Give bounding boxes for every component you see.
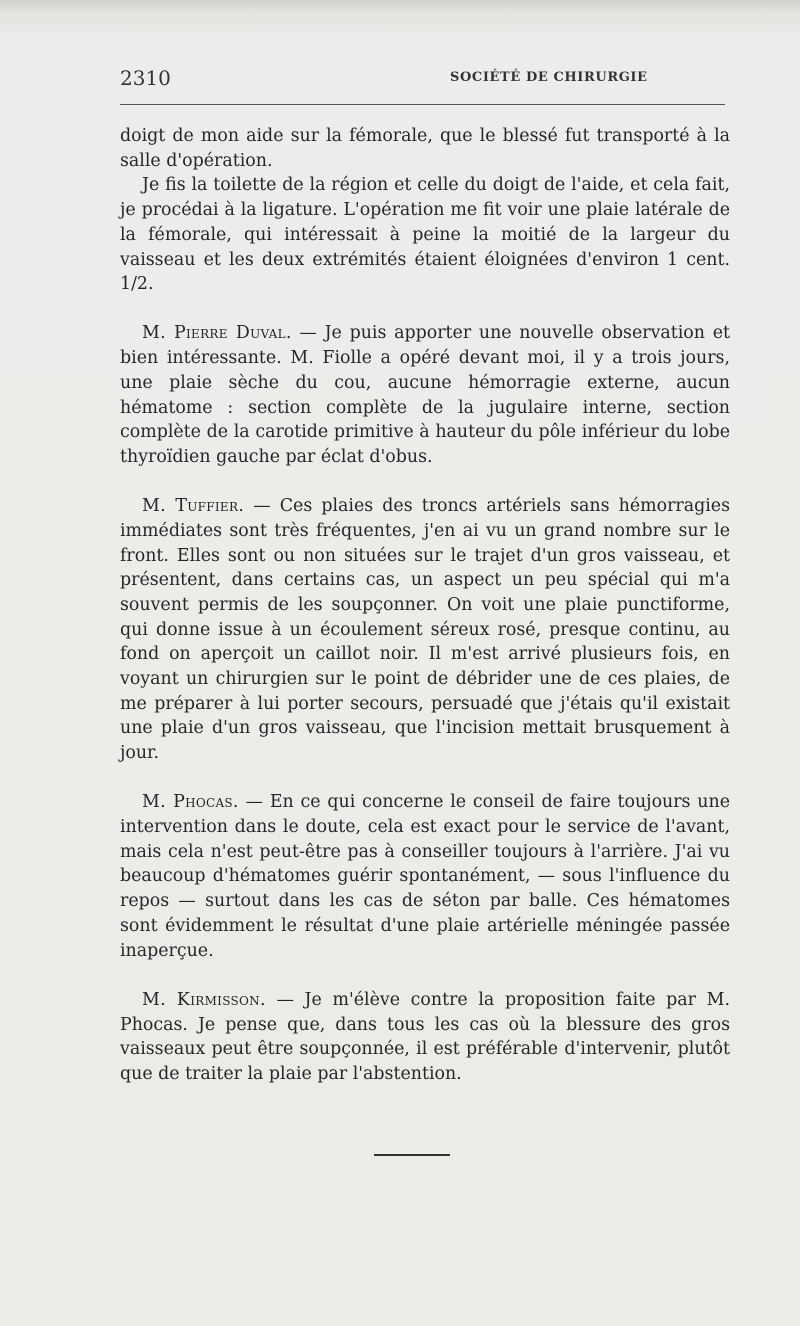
paragraph-text: Je fis la toilette de la région et celle du doigt de l'aide, et cela fait, je procédai à la ligature. L'opération me fit voir une plaie latérale de la fémorale, qui intéressait à peine la moitié de la largeur du vaisseau et les deux extrémités étaient éloignées d'environ 1 cent. 1/2. [120, 175, 730, 295]
paragraph-text: — Je m'élève contre la proposition faite par M. Phocas. Je pense que, dans tous les cas où la blessure des gros vaisseaux peut être soupçonnée, il est préférable d'intervenir, plutôt que de traiter la plaie par l'abstention. [120, 989, 730, 1084]
speaker-name: M. Kirmisson. [142, 989, 266, 1010]
paragraph-phocas [120, 790, 730, 963]
page-number: 2310 [120, 66, 171, 90]
paragraph-ligature [120, 173, 730, 297]
speaker-name: M. Phocas. [142, 792, 239, 813]
paragraph-text: — Ces plaies des troncs artériels sans hémorragies immédiates sont très fréquentes, j'en ai vu un grand nombre sur le front. Elles sont ou non situées sur le trajet d'un gros vaisseau, et présentent, dans certains cas, un aspect un peu spécial qui m'a souvent permis de les soupçonner. On voit une plaie punctiforme, qui donne issue à un écoulement séreux rosé, presque continu, au fond on aperçoit un caillot noir. Il m'est arrivé plusieurs fois, en voyant un chirurgien sur le point de débrider une de ces plaies, de me préparer à lui porter secours, persuadé que j'étais qu'il existait une plaie d'un gros vaisseau, que l'incision mettait brusquement à jour. [120, 496, 730, 764]
paragraph-duval [120, 321, 730, 469]
page-header [120, 66, 725, 96]
paragraph-text: — En ce qui concerne le conseil de faire toujours une intervention dans le doute, cela est exact pour le service de l'avant, mais cela n'est peut-être pas à conseiller toujours à l'arrière. J'ai vu beaucoup d'hématomes guérir spontanément, — sous l'influence du repos — surtout dans les cas de séton par balle. Ces hématomes sont évidemment le résultat d'une plaie artérielle méningée passée inaperçue. [120, 792, 730, 961]
speaker-name: M. Pierre Duval. [142, 323, 292, 344]
speaker-name: M. Tuffier. [142, 496, 245, 517]
running-title: SOCIÉTÉ DE CHIRURGIE [450, 70, 648, 85]
paragraph-text: — Je puis apporter une nouvelle observation et bien intéressante. M. Fiolle a opéré devant moi, il y a trois jours, une plaie sèche du cou, aucune hémorragie externe, aucun hématome : section complète de la jugulaire interne, section complète de la carotide primitive à hauteur du pôle inférieur du lobe thyroïdien gauche par éclat d'obus. [120, 323, 730, 467]
paragraph-tuffier [120, 494, 730, 766]
paragraph-kirmisson [120, 988, 730, 1087]
header-divider [120, 104, 725, 105]
paragraph-continuation [120, 124, 730, 173]
paragraph-text: doigt de mon aide sur la fémorale, que le blessé fut transporté à la salle d'opération. [120, 126, 730, 171]
closing-divider [374, 1154, 450, 1156]
body-text [120, 124, 730, 1087]
